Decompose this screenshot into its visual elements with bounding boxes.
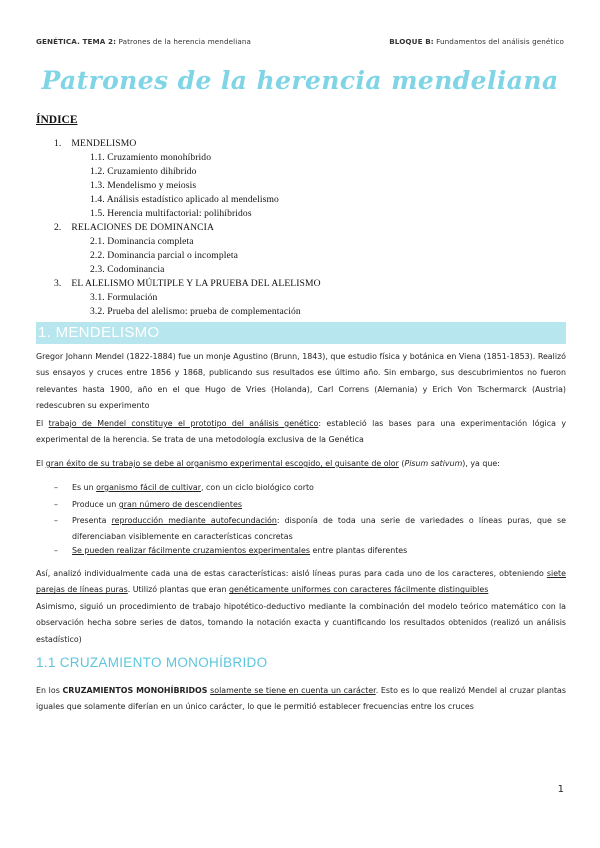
- toc-item[interactable]: 2.1. Dominancia completa: [90, 236, 194, 247]
- toc-item[interactable]: 1.5. Herencia multifactorial: polihíbridos: [90, 208, 252, 219]
- toc-item[interactable]: 1.3. Mendelismo y meiosis: [90, 180, 197, 191]
- toc-item[interactable]: 1.4. Análisis estadístico aplicado al mendelismo: [90, 194, 279, 205]
- paragraph-method: Asimismo, siguió un procedimiento de trabajo hipotético-deductivo mediante la combinación del modelo teórico matemático con la observación hecha sobre series de datos, tomando la notación exacta y cuantificando los resultados obtenidos (realizó un análisis estadístico): [36, 602, 566, 644]
- paragraph-organism: El gran éxito de su trabajo se debe al organismo experimental escogido, el guisante de olor (Pisum sativum), ya que:: [36, 459, 500, 468]
- paragraph-prototype: El trabajo de Mendel constituye el prototipo del análisis genético: estableció las bases para una experimentación lógica y experimental de la herencia. Se trata de una metodología exclusiva de la Genética: [36, 419, 566, 445]
- page-number: 1: [557, 784, 564, 795]
- toc-item[interactable]: 2.3. Codominancia: [90, 264, 165, 275]
- toc-item[interactable]: 3. EL ALELISMO MÚLTIPLE Y LA PRUEBA DEL ALELISMO: [54, 278, 321, 289]
- toc-item[interactable]: 1. MENDELISMO: [54, 138, 137, 149]
- header-right: BLOQUE B: Fundamentos del análisis genético: [389, 37, 564, 46]
- toc-item[interactable]: 3.1. Formulación: [90, 292, 158, 303]
- index-heading: ÍNDICE: [36, 114, 78, 126]
- document-page: GENÉTICA. TEMA 2: Patrones de la herencia mendeliana BLOQUE B: Fundamentos del análisis genético Patrones de la herencia mendeliana ÍNDICE 1. MENDELISMO 1.1. Cruzamiento monohíbrido 1.2. Cruzamiento dihíbrido 1.3. Mendelismo y meiosis 1.4. Análisis estadístico aplicado al mendelismo 1.5. Herencia multifactorial: polihíbridos 2. RELACIONES DE DOMINANCIA 2.1. Dominancia completa 2.2. Dominancia parcial o incompleta 2.3. Codominancia 3. EL ALELISMO MÚLTIPLE Y LA PRUEBA DEL ALELISMO 3.1. Formulación 3.2. Prueba del alelismo: prueba de complementación 1. MENDELISMO Gregor Johann Mendel (1822-1884) fue un monje Agustino (Brunn, 1843), que estudio física y botánica en Viena (1851-1853). Realizó sus ensayos y cruces entre 1856 y 1868, publicando sus resultados ese último año. Sin embargo, sus descubrimientos no fueron relevantes hasta 1900, año en el que Hugo de Vries (Holanda), Carl Correns (Alemania) y Erich Von Tschermarck (Austria) redescubren su experimento El trabajo de Mendel constituye el prototipo del análisis genético: estableció las bases para una experimentación lógica y experimental de la herencia. Se trata de una metodología exclusiva de la Genética El gran éxito de su trabajo se debe al organismo experimental escogido, el guisante de olor (Pisum sativum), ya que: – Es un organismo fácil de cultivar, con un ciclo biológico corto – Produce un gran número de descendientes – Presenta reproducción mediante autofecundación: disponía de toda una serie de variedades o líneas puras, que se diferenciaban visiblemente en características concretas – Se pueden realizar fácilmente cruzamientos experimentales entre plantas diferentes Así, analizó individualmente cada una de estas características: aisló líneas puras para cada uno de los caracteres, obteniendo siete parejas de líneas puras. Utilizó plantas que eran genéticamente uniformes con caracteres fácilmente distinguibles Asimismo, siguió un procedimiento de trabajo hipotético-deductivo mediante la combinación del modelo teórico matemático con la observación hecha sobre series de datos, tomando la notación exacta y cuantificando los resultados obtenidos (realizó un análisis estadístico) 1.1 CRUZAMIENTO MONOHÍBRIDO En los CRUZAMIENTOS MONOHÍBRIDOS solamente se tiene en cuenta un carácter. Esto es lo que realizó Mendel al cruzar plantas iguales que solamente diferían en un único carácter, lo que le permitió establecer frecuencias entre los cruces 1: [0, 0, 600, 848]
- subsection-heading-monohibrido: 1.1 CRUZAMIENTO MONOHÍBRIDO: [36, 655, 268, 670]
- toc-item[interactable]: 1.2. Cruzamiento dihíbrido: [90, 166, 197, 177]
- page-title: Patrones de la herencia mendeliana: [41, 66, 559, 95]
- paragraph-mendel-bio: Gregor Johann Mendel (1822-1884) fue un monje Agustino (Brunn, 1843), que estudio física y botánica en Viena (1851-1853). Realizó sus ensayos y cruces entre 1856 y 1868, publicando sus resultados ese último año. Sin embargo, sus descubrimientos no fueron relevantes hasta 1900, año en el que Hugo de Vries (Holanda), Carl Correns (Alemania) y Erich Von Tschermarck (Austria) redescubren su experimento: [36, 352, 566, 410]
- paragraph-analysis: Así, analizó individualmente cada una de estas características: aisló líneas puras para cada uno de los caracteres, obteniendo siete parejas de líneas puras. Utilizó plantas que eran genéticamente uniformes con caracteres fácilmente distinguibles: [36, 569, 566, 595]
- toc-item[interactable]: 2.2. Dominancia parcial o incompleta: [90, 250, 238, 261]
- section-heading-mendelismo: 1. MENDELISMO: [36, 322, 566, 344]
- toc-item[interactable]: 3.2. Prueba del alelismo: prueba de complementación: [90, 306, 301, 317]
- toc-item[interactable]: 2. RELACIONES DE DOMINANCIA: [54, 222, 214, 233]
- header-left: GENÉTICA. TEMA 2: Patrones de la herencia mendeliana: [36, 37, 252, 46]
- toc-item[interactable]: 1.1. Cruzamiento monohíbrido: [90, 152, 212, 163]
- paragraph-monohibrido: En los CRUZAMIENTOS MONOHÍBRIDOS solamente se tiene en cuenta un carácter. Esto es lo que realizó Mendel al cruzar plantas iguales que solamente diferían en un único carácter, lo que le permitió establecer frecuencias entre los cruces: [36, 686, 566, 712]
